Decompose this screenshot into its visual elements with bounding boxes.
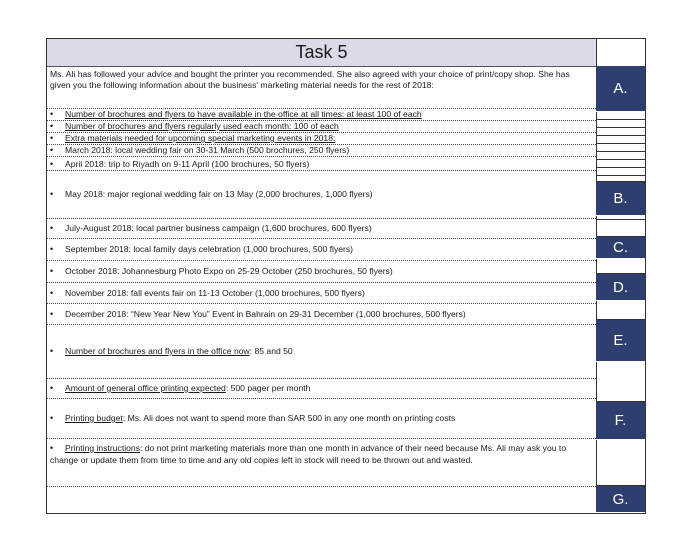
answer-spacer <box>596 120 645 128</box>
bullet-icon: • <box>50 244 54 254</box>
bullet-icon: • <box>50 346 54 356</box>
answer-spacer <box>596 112 645 120</box>
list-item <box>47 261 596 283</box>
answer-spacer <box>596 128 645 136</box>
instructions-value: : do not print marketing materials more than one month in advance of their need because Ms. Ali may ask you to change or update them from time to time and any old copies left in stock will need to be thrown out and wasted. <box>50 443 567 465</box>
office-stock-value: : 85 and 50 <box>249 346 293 356</box>
bullet-icon: • <box>50 121 54 131</box>
event-september: September 2018: local family days celebration (1,000 brochures, 500 flyers) <box>65 244 354 254</box>
answer-spacer <box>596 168 645 176</box>
event-december: December 2018: “New Year New You” Event in Bahrain on 29-31 December (1,000 brochures, 500 flyers) <box>65 308 466 319</box>
task-table <box>46 38 646 514</box>
list-item <box>47 145 596 157</box>
list-item <box>47 157 596 171</box>
list-item <box>47 379 596 399</box>
budget-value: : Ms. Ali does not want to spend more than SAR 500 in any one month on printing costs <box>122 413 456 423</box>
intro-paragraph <box>47 66 596 109</box>
answer-spacer <box>596 362 645 402</box>
general-printing-label: Amount of general office printing expected <box>65 383 226 393</box>
event-july-august: July-August 2018: local partner business campaign (1,600 brochures, 600 flyers) <box>65 223 372 233</box>
list-item <box>47 121 596 133</box>
list-item <box>47 399 596 439</box>
list-item <box>47 304 596 325</box>
bullet-icon: • <box>50 413 54 423</box>
answer-label-d: D. <box>596 274 645 301</box>
bullet-icon: • <box>50 308 54 319</box>
intro-text: Ms. Ali has followed your advice and bought the printer you recommended. She also agreed with your choice of print/copy shop. She has given you the following information about the business' marketing material needs for the rest of 2018: <box>50 69 570 90</box>
answer-spacer <box>596 136 645 144</box>
answer-spacer <box>596 152 645 160</box>
bullet-icon: • <box>50 266 54 276</box>
bullet-icon: • <box>50 145 54 155</box>
list-item <box>47 133 596 145</box>
answer-label-g: G. <box>596 486 645 513</box>
list-item <box>47 109 596 121</box>
list-item <box>47 439 596 487</box>
list-item <box>47 283 596 304</box>
event-may: May 2018: major regional wedding fair on 13 May (2,000 brochures, 1,000 flyers) <box>65 189 373 199</box>
answer-label-c: C. <box>596 237 645 259</box>
list-item <box>47 325 596 379</box>
list-item <box>47 219 596 239</box>
list-item <box>47 239 596 261</box>
answer-label-e: E. <box>596 320 645 362</box>
answer-spacer <box>596 301 645 320</box>
answer-spacer <box>596 440 645 486</box>
general-printing-value: : 500 pager per month <box>225 383 311 393</box>
answer-label-f: F. <box>596 402 645 440</box>
event-march: March 2018: local wedding fair on 30-31 March (500 brochures, 250 flyers) <box>65 145 350 155</box>
bullet-icon: • <box>50 287 54 298</box>
event-november: November 2018: fall events fair on 11-13 October (1,000 brochures, 500 flyers) <box>65 287 365 298</box>
bullet-icon: • <box>50 158 54 169</box>
bullet-icon: • <box>50 189 54 199</box>
bullet-icon: • <box>50 133 54 143</box>
answer-spacer <box>596 259 645 274</box>
answer-spacer <box>596 160 645 168</box>
special-events-heading: Extra materials needed for upcoming special marketing events in 2018: <box>65 133 336 143</box>
instructions-label: Printing instructions <box>65 443 140 453</box>
bullet-icon: • <box>50 109 54 119</box>
answer-spacer <box>596 220 645 237</box>
office-stock-label: Number of brochures and flyers in the office now <box>65 346 250 356</box>
task-title: Task 5 <box>47 39 597 67</box>
answer-column <box>596 66 645 513</box>
budget-label: Printing budget <box>65 413 123 423</box>
event-october: October 2018: Johannesburg Photo Expo on 25-29 October (250 brochures, 50 flyers) <box>65 266 393 276</box>
event-april: April 2018: trip to Riyadh on 9-11 April (100 brochures, 50 flyers) <box>65 158 310 169</box>
bullet-icon: • <box>50 223 54 233</box>
answer-spacer <box>596 144 645 152</box>
stock-minimum-text: Number of brochures and flyers to have available in the office at all times: at least 100 of each <box>65 109 422 119</box>
answer-label-a: A. <box>596 66 645 112</box>
bullet-icon: • <box>50 443 54 453</box>
answer-label-b: B. <box>596 182 645 216</box>
bullet-icon: • <box>50 383 54 393</box>
list-item <box>47 171 596 219</box>
monthly-usage-text: Number of brochures and flyers regularly used each month: 100 of each <box>65 121 339 131</box>
